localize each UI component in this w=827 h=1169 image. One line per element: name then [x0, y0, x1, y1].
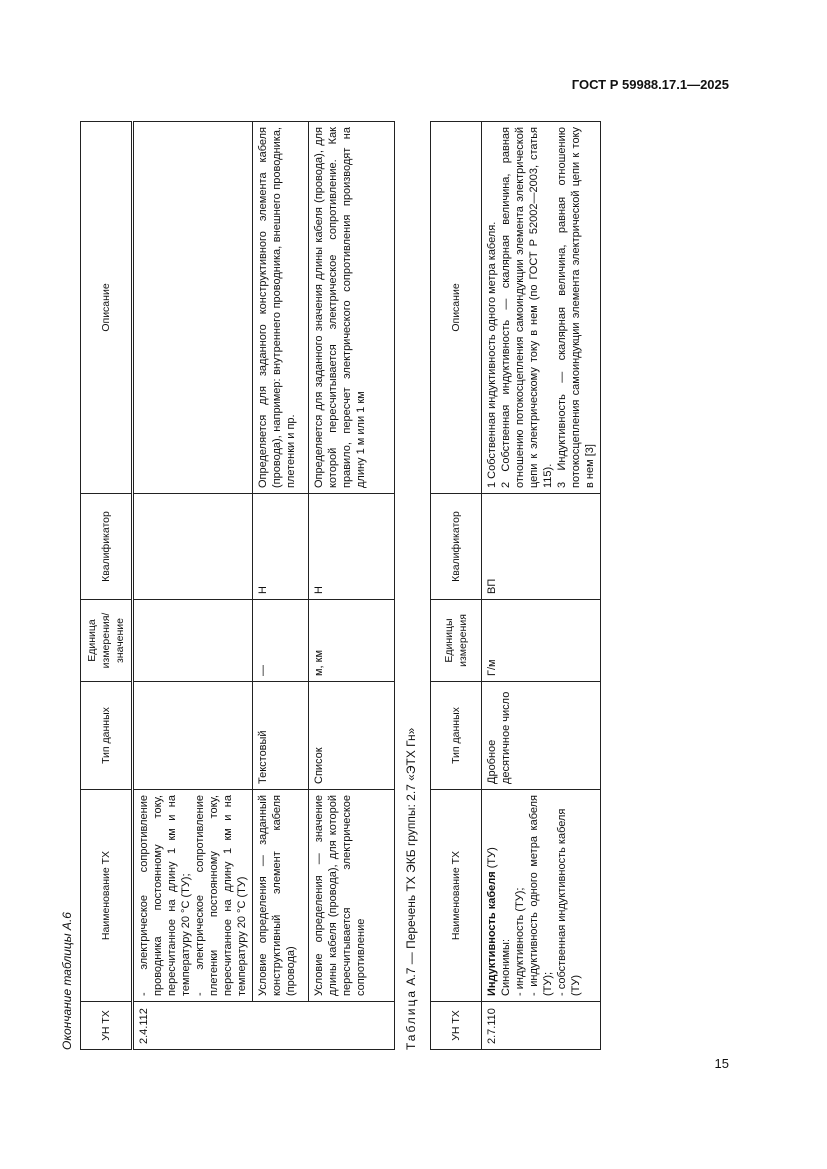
- cell-unit: м, км: [309, 600, 395, 682]
- cell-qualifier: Н: [253, 494, 309, 600]
- header-name: Наименование ТХ: [81, 790, 133, 1002]
- description-line: 2 Собственная индуктивность — скалярная величина, равная отношению потокосцепления самоиндукции элемента электрической цепи к электрическому току в нем (по ГОСТ Р 52002—2003, статья 115).: [500, 127, 554, 488]
- synonym-item: - индуктивность одного метра кабеля (ТУ);: [528, 795, 554, 996]
- cell-qualifier: [133, 494, 253, 600]
- rotated-landscape-content: [60, 60, 596, 1050]
- synonym-item: - собственная индуктивность кабеля (ТУ): [556, 808, 582, 996]
- name-line: - электрическое сопротивление проводника постоянному току, пересчитанное на длину 1 км и на температуру 20 °С (ТУ);: [138, 795, 192, 996]
- cell-unit: [133, 600, 253, 682]
- description-line: 3 Индуктивность — скалярная величина, равная отношению потокосцепления самоиндукции элемента электрической цепи к току в нем [3]: [556, 127, 596, 488]
- header-unit: Единица измерения/ значение: [81, 600, 133, 682]
- name-line: - электрическое сопротивление плетенки постоянному току, пересчитанное на длину 1 км и на температуру 20 °С (ТУ): [194, 795, 248, 996]
- header-name: Наименование ТХ: [431, 790, 482, 1002]
- caption-prefix: Таблица: [404, 988, 418, 1050]
- cell-description: [482, 122, 601, 494]
- header-code: УН ТХ: [431, 1002, 482, 1050]
- name-suffix: (ТУ): [486, 847, 498, 872]
- name-bold: Индуктивность кабеля: [486, 871, 498, 996]
- table-a7-caption: [404, 728, 418, 1050]
- cell-type: Текстовый: [253, 682, 309, 790]
- cell-unit: Г/м: [482, 600, 601, 682]
- cell-type: Дробное десятичное число: [482, 682, 601, 790]
- cell-name: Условие определения — заданный конструктивный элемент кабеля (провода): [253, 790, 309, 1002]
- page-number: 15: [714, 1056, 729, 1071]
- cell-type: [133, 682, 253, 790]
- cell-code: 2.7.110: [482, 1002, 601, 1050]
- standard-code: ГОСТ Р 59988.17.1—2025: [571, 77, 729, 92]
- synonyms-label: Синонимы:: [500, 938, 512, 996]
- cell-type: Список: [309, 682, 395, 790]
- header-type: Тип данных: [81, 682, 133, 790]
- cell-qualifier: ВП: [482, 494, 601, 600]
- header-qualifier: Квалификатор: [81, 494, 133, 600]
- caption-text: А.7 — Перечень ТХ ЭКБ группы: 2.7 «ЭТХ Гн»: [404, 727, 418, 986]
- header-description: Описание: [431, 122, 482, 494]
- continuation-caption: Окончание таблицы А.6: [60, 912, 74, 1050]
- header-description: Описание: [81, 122, 133, 494]
- synonym-item: - индуктивность (ТУ);: [514, 887, 526, 996]
- cell-code: 2.4.112: [133, 1002, 395, 1050]
- table-row: [133, 122, 253, 1050]
- cell-name: Условие определения — значение длины кабеля (провода), для которой пересчитывается электрическое сопротивление: [309, 790, 395, 1002]
- cell-unit: —: [253, 600, 309, 682]
- cell-description: Определяется для заданного конструктивного элемента кабеля (провода), например: внутреннего проводника, внешнего проводника, плетенки и пр.: [253, 122, 309, 494]
- cell-description: [133, 122, 253, 494]
- cell-description: Определяется для заданного значения длины кабеля (провода), для которой пересчитывается электрическое сопротивление. Как правило, пересчет электрического сопротивления производят на длину 1 м или 1 км: [309, 122, 395, 494]
- table-a7: [430, 121, 601, 1050]
- table-row: [482, 122, 601, 1050]
- header-type: Тип данных: [431, 682, 482, 790]
- cell-qualifier: Н: [309, 494, 395, 600]
- description-line: 1 Собственная индуктивность одного метра кабеля.: [486, 221, 498, 488]
- header-unit: Единицы измерения: [431, 600, 482, 682]
- table-row: [309, 122, 395, 1050]
- table-row: [253, 122, 309, 1050]
- cell-name: [482, 790, 601, 1002]
- header-code: УН ТХ: [81, 1002, 133, 1050]
- cell-name: [133, 790, 253, 1002]
- header-qualifier: Квалификатор: [431, 494, 482, 600]
- table-a6: [80, 121, 395, 1050]
